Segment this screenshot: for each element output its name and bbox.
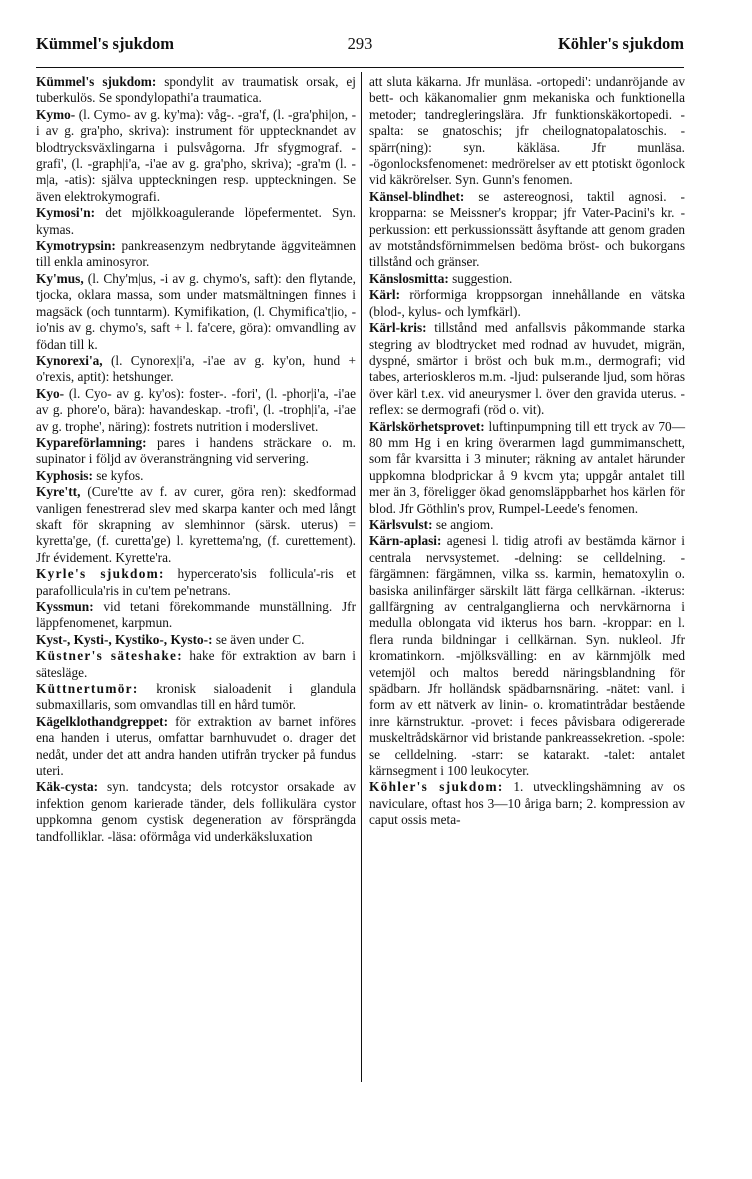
dictionary-entry <box>36 74 356 107</box>
entry-definition: rörformiga kroppsorgan innehållande en vätska (blod-, kylus- och lymfkärl). <box>369 287 685 319</box>
dictionary-entry <box>369 271 685 287</box>
dictionary-entry <box>369 287 685 320</box>
entry-headword: Kymo- <box>36 106 76 122</box>
entry-headword: Kyrle's sjukdom: <box>36 566 165 582</box>
entry-definition: luftinpumpning till ett tryck av 70—80 mm Hg i en kring överarmen lagd gummimanschett, som får kvarsitta i 3 minuter; räkning av antalet härunder uppkomna blodprickar å 9 kvcm yta; uppgår antalet till mer än 3, föreligger ökad genomsläppbarhet hos kärlen för blod. Jfr Göthlin's prov, Rumpel-Leede's fenomen. <box>369 418 685 516</box>
entry-headword: Känslosmitta: <box>369 270 449 286</box>
entry-headword: Ky'mus, <box>36 270 84 286</box>
entry-headword: Kyo- <box>36 385 65 401</box>
dictionary-entry <box>369 320 685 418</box>
entry-headword: Kymotrypsin: <box>36 238 116 254</box>
entry-definition: pankreasenzym nedbrytande äggviteämnen till enkla aminosyror. <box>36 238 356 270</box>
entry-headword: Kynorexi'a, <box>36 352 103 368</box>
entry-definition: för extraktion av barnet införes ena handen i uterus, omfattar barnhuvudet o. drager det nedåt, under det att andra handen utifrån trycker på fundus uteri. <box>36 713 356 779</box>
dictionary-entry <box>369 533 685 779</box>
column-divider <box>361 72 362 1082</box>
entry-definition: tillstånd med anfallsvis påkommande starka stegring av blodtrycket med rodnad av huvudet, migrän, dyspné, smärtor i bröst och buk m.m., dermografi; vid tabes, arterioskleros m.m. -ljud: pulserande ljud, som höras över kärl t.ex. vid aneurysmer l. över den gravida uterus. -reflex: se dermografi (röd o. vit). <box>369 320 685 418</box>
dictionary-entry <box>36 468 356 484</box>
entry-definition: syn. tandcysta; dels rotcystor orsakade av infektion genom karierade tänder, dels follikulära cystor uppkomna genom cystisk degeneration av försprängda tandfolliklar. -läsa: oförmåga vid underkäksluxation <box>36 779 356 844</box>
entry-headword: Kypareförlamning: <box>36 434 147 450</box>
header-right-term: Köhler's sjukdom <box>557 34 684 53</box>
entry-definition: spondylit av traumatisk orsak, ej tuberkulös. Se spondylopathi'a traumatica. <box>36 74 356 106</box>
dictionary-entry <box>36 714 356 780</box>
entry-definition: 1. utvecklingshämning av os naviculare, oftast hos 3—10 åriga barn; 2. kompression av caput ossis meta- <box>369 779 686 828</box>
entry-definition: se även under C. <box>212 631 305 647</box>
dictionary-entry <box>36 271 356 353</box>
entry-headword: Küstner's säteshake: <box>36 648 183 664</box>
entry-headword: Kärl: <box>369 287 401 303</box>
entry-definition: (Cure'tte av f. av curer, göra ren): skedformad vanligen fenestrerad slev med skarpa kanter och med långt skaft för skrapning av slemhinnor (särsk. uterus) = kyretta'ge, (f. curetta'ge) l. kyrettema'ng, (f. curettement). Jfr évidement. Kyrette'ra. <box>36 484 356 565</box>
dictionary-entry <box>36 566 356 599</box>
entry-headword: Kärlsvulst: <box>369 516 433 532</box>
entry-headword: Kärn-aplasi: <box>369 533 442 549</box>
entry-definition: det mjölkkoagulerande löpefermentet. Syn. kymas. <box>36 205 356 237</box>
right-column <box>369 74 685 829</box>
entry-definition: agenesi l. tidig atrofi av bestämda kärnor i centrala nervsystemet. -delning: se celldelning. -färgämnen: färgämnen, vilka ss. karmin, hematoxylin o. basiska anilinfärger särskilt lätt färga cellkärnan. -ikterus: gallfärgning av centralganglierna och nervkärnorna i medulla oblongata vid ikterus hos barn. -kroppar: en l. flera runda bildningar i cellkärnan. Syn. nukleol. Jfr kromatinkorn. -mjölksvälling: en av kärnmjölk med vetemjöl och maltos beredd näringsblandning för spädbarn. Jfr holländsk spädbarnsnäring. -nätet: vanl. i form av ett nätverk av linin- o. kromatintrådar bestående inre kärnstruktur. -provet: i feces påvisbara odigererade muskeltrådskärnor vid bristande pankreassekretion. -spole: se celldelning. -starr: se katarakt. -talet: antalet kärnsegment i 100 leukocyter. <box>369 533 685 779</box>
dictionary-entry <box>369 189 685 271</box>
dictionary-entry <box>36 648 356 681</box>
dictionary-entry <box>36 205 356 238</box>
entry-headword: Känsel-blindhet: <box>369 188 465 204</box>
entry-headword: Köhler's sjukdom: <box>369 779 504 795</box>
dictionary-entry <box>36 107 356 205</box>
dictionary-entry <box>369 74 685 189</box>
entry-headword: Kyre'tt, <box>36 484 81 500</box>
entry-headword: Kägelklothandgreppet: <box>36 713 168 729</box>
entry-headword: Käk-cysta: <box>36 779 99 795</box>
entry-definition: (l. Cynorex|i'a, -i'ae av g. ky'on, hund + o'rexis, aptit): hetshunger. <box>36 352 356 385</box>
entry-definition: suggestion. <box>448 270 513 286</box>
entry-definition: se angiom. <box>432 516 494 532</box>
entry-headword: Kyphosis: <box>36 467 93 483</box>
dictionary-entry <box>36 599 356 632</box>
entry-definition: hake för extraktion av barn i sätesläge. <box>36 648 356 680</box>
entry-definition: se astereognosi, taktil agnosi. -kropparna: se Meissner's kroppar; jfr Vater-Pacini's kr. -perkussion: ett perkussionssätt åsyftande att genom graden av motståndsförnimmelsen bedöma bröst- och bukorgans tillstånd och gränser. <box>369 188 685 270</box>
entry-headword: Kymosi'n: <box>36 205 96 221</box>
dictionary-entry <box>36 353 356 386</box>
entry-headword: Kümmel's sjukdom: <box>36 74 157 89</box>
header-left-term: Kümmel's sjukdom <box>36 34 174 53</box>
entry-definition: kronisk sialoadenit i glandula submaxillaris, som omvandlas till en hård tumör. <box>36 681 356 713</box>
entry-headword: Kyssmun: <box>36 599 94 614</box>
dictionary-entry <box>369 779 685 828</box>
entry-headword: Kyst-, Kysti-, Kystiko-, Kysto-: <box>36 631 213 647</box>
dictionary-entry <box>36 681 356 714</box>
dictionary-entry <box>36 484 356 566</box>
entry-definition: hypercerato'sis follicula'-ris et parafollicula'ris in cu'tem pe'netrans. <box>36 566 356 598</box>
entry-headword: Küttnertumör: <box>36 681 139 697</box>
page-number: 293 <box>347 34 373 53</box>
dictionary-entry <box>369 517 685 533</box>
page-header <box>36 34 684 60</box>
left-column <box>36 74 356 845</box>
header-rule <box>36 67 684 68</box>
dictionary-entry <box>369 419 685 517</box>
entry-definition: pares i handens sträckare o. m. supinator i följd av överansträngning vid servering. <box>36 434 356 467</box>
dictionary-entry <box>36 238 356 271</box>
entry-definition: (l. Cymo- av g. ky'ma): våg-. -gra'f, (l. -gra'phi|on, -i av g. gra'pho, skriva): instrument för upptecknandet av blodtrycksväxlingarna i pulsvågorna. Jfr sfygmograf. -grafi', (l. -graph|i'a, -i'ae av g. gra'pho, skriva); -gra'm (l. -m|a, -atis): själva uppteckningen resp. uppteckningen. Se även elektrokymografi. <box>36 106 356 204</box>
dictionary-entry <box>36 435 356 468</box>
entry-headword: Kärlskörhetsprovet: <box>369 418 485 434</box>
dictionary-entry <box>36 779 356 845</box>
dictionary-entry <box>36 386 356 435</box>
entry-definition: (l. Cyo- av g. ky'os): foster-. -fori', (l. -phor|i'a, -i'ae av g. phore'o, bära): havandeskap. -trofi', (l. -troph|i'a, -i'ae av g. trophe', näring): fostrets nutrition i moderslivet. <box>36 385 356 434</box>
entry-definition: vid tetani förekommande munställning. Jfr läppfenomenet, karpmun. <box>36 599 356 631</box>
dictionary-entry <box>36 632 356 648</box>
entry-headword: Kärl-kris: <box>369 320 427 336</box>
entry-definition: (l. Chy'm|us, -i av g. chymo's, saft): den flytande, tjocka, oklara massa, som under matsmältningen finnes i magsäck (och tunntarm). Kymifikation, (l. Chymifica't|io, -io'nis av g. chymo's, saft + l. fa'cere, göra): omvandling av födan till k. <box>36 270 356 352</box>
entry-definition: att sluta käkarna. Jfr munläsa. -ortopedi': undanröjande av bett- och käkanomalier gnm mekaniska och funktionella metoder; tandregleringslära. Jfr funktionskäkortopedi. -spalta: se gnatoschis; jfr cheilognatopalatoschis. -spärr(ning): syn. käkläsa. Jfr munläsa. -ögonlocksfenomenet: medrörelser av ett ptotiskt ögonlock vid käkrörelser. Syn. Gunn's fenomen. <box>369 74 685 188</box>
entry-definition: se kyfos. <box>92 467 144 483</box>
